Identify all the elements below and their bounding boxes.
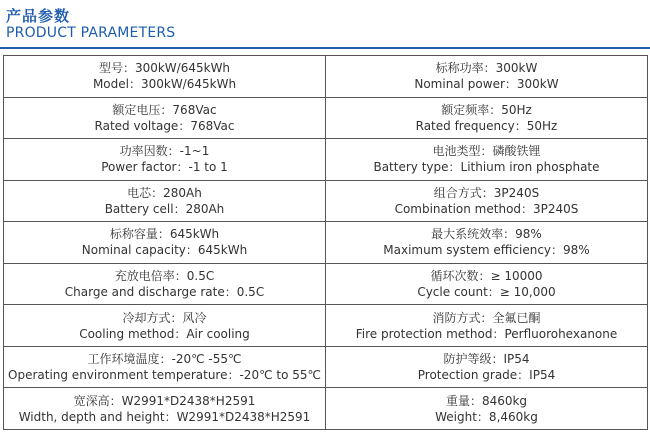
parameter-chinese-text: 电芯：280Ah: [127, 185, 202, 200]
parameter-english-text: Cooling method：Air cooling: [79, 326, 250, 341]
parameter-english-text: Weight：8,460kg: [435, 409, 538, 424]
parameter-chinese-text: 宽深高：W2991*D2438*H2591: [73, 393, 256, 408]
parameter-cell-right: [326, 346, 648, 388]
parameter-cell-left: [4, 180, 326, 222]
parameter-english-text: Cycle count：≥ 10,000: [417, 285, 556, 299]
parameter-chinese-text: 工作环境温度：-20℃ -55℃: [87, 352, 242, 367]
parameter-english-text: Protection grade：IP54: [417, 368, 556, 383]
parameter-chinese-text: 消防方式：全氟已酮: [432, 310, 541, 325]
parameter-cell-left: [4, 222, 326, 264]
parameter-cell-left: [4, 56, 326, 98]
parameter-chinese-text: 循环次数：≥ 10000: [430, 269, 543, 283]
parameter-chinese-text: 重量：8460kg: [445, 393, 528, 408]
parameter-cell-left: [4, 346, 326, 388]
parameter-chinese-text: 型号：300kW/645kWh: [98, 61, 231, 76]
parameter-english-text: Fire protection method：Perfluorohexanone: [355, 326, 618, 341]
parameter-english-text: Width, depth and height：W2991*D2438*H2591: [18, 409, 311, 424]
parameter-chinese-text: 电池类型：磷酸铁锂: [432, 144, 541, 159]
parameter-chinese-text: 冷却方式：风冷: [122, 310, 207, 325]
parameter-chinese-text: 标称容量：645kWh: [109, 227, 220, 242]
parameter-chinese-text: 最大系统效率：98%: [431, 227, 542, 242]
parameter-english-text: Rated frequency：50Hz: [415, 118, 558, 133]
parameter-cell-right: [326, 263, 648, 305]
parameter-english-text: Nominal capacity：645kWh: [81, 243, 248, 258]
parameter-chinese-text: 额定电压：768Vac: [112, 102, 217, 117]
parameter-chinese-text: 功率因数：-1~1: [119, 144, 210, 159]
table-row: [4, 346, 648, 388]
parameter-english-text: Charge and discharge rate：0.5C: [64, 285, 265, 299]
parameter-cell-right: [326, 180, 648, 222]
parameter-chinese-text: 组合方式：3P240S: [433, 185, 540, 200]
parameter-english-text: Combination method：3P240S: [394, 201, 579, 216]
title-english: PRODUCT PARAMETERS: [6, 25, 176, 41]
parameter-english-text: Maximum system efficiency：98%: [383, 243, 590, 258]
parameter-english-text: Power factor：-1 to 1: [101, 160, 228, 175]
parameter-cell-right: [326, 305, 648, 347]
table-row: [4, 180, 648, 222]
parameter-english-text: Battery cell：280Ah: [104, 201, 225, 216]
parameter-cell-right: [326, 222, 648, 264]
parameter-english-text: Operating environment temperature：-20℃ to 55℃: [8, 368, 321, 383]
parameter-english-text: Model：300kW/645kWh: [92, 77, 237, 92]
table-row: [4, 388, 648, 430]
title-divider: [0, 47, 650, 49]
parameter-cell-right: [326, 56, 648, 98]
parameter-english-text: Rated voltage：768Vac: [94, 118, 235, 133]
parameter-cell-right: [326, 139, 648, 181]
table-row: [4, 56, 648, 98]
parameter-cell-right: [326, 388, 648, 430]
parameter-cell-left: [4, 263, 326, 305]
table-row: [4, 305, 648, 347]
parameter-cell-left: [4, 305, 326, 347]
parameters-table: [3, 55, 648, 430]
parameter-chinese-text: 额定频率：50Hz: [441, 102, 532, 117]
parameter-chinese-text: 标称功率：300kW: [435, 61, 538, 76]
parameter-chinese-text: 充放电倍率：0.5C: [114, 269, 215, 283]
table-row: [4, 263, 648, 305]
parameter-cell-right: [326, 97, 648, 139]
table-row: [4, 222, 648, 264]
parameter-english-text: Nominal power：300kW: [414, 77, 559, 92]
parameter-cell-left: [4, 139, 326, 181]
title-chinese: 产品参数: [6, 7, 71, 25]
table-row: [4, 139, 648, 181]
table-row: [4, 97, 648, 139]
parameter-english-text: Battery type：Lithium iron phosphate: [373, 160, 600, 175]
parameter-cell-left: [4, 388, 326, 430]
parameter-cell-left: [4, 97, 326, 139]
parameter-chinese-text: 防护等级：IP54: [443, 352, 530, 367]
